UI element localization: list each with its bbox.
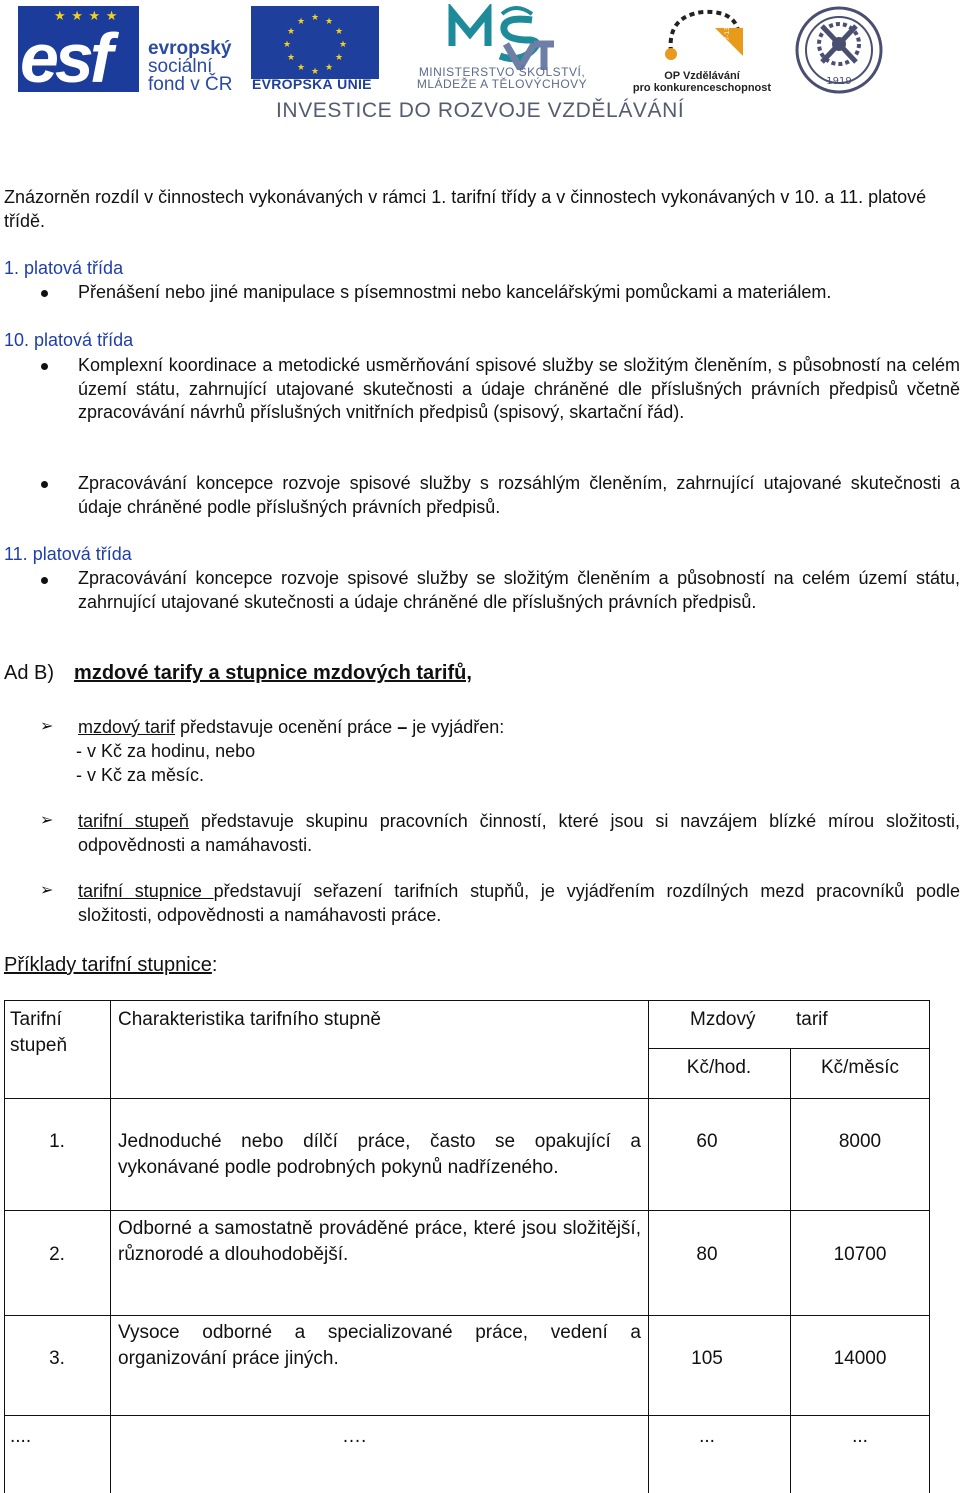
def-tarifni-stupnice (78, 880, 960, 927)
class-10-bullet-2: Zpracovávání koncepce rozvoje spisové služby s rozsáhlým členěním, zahrnující utajované skutečnosti a údaje chráněné podle příslušných právních předpisů. (78, 473, 960, 517)
def-term: mzdový tarif (78, 717, 176, 737)
arrow-bullet-icon: ➢ (40, 882, 54, 899)
bullet-icon (41, 363, 48, 370)
svg-text:★: ★ (286, 27, 296, 37)
esf-caption (148, 40, 232, 94)
header-grade: Tarifní stupeň (10, 1009, 68, 1056)
bullet-icon (41, 290, 48, 297)
row-monthly: 10700 (833, 1244, 887, 1265)
row-hourly: 60 (696, 1131, 718, 1152)
examples-heading-colon: : (211, 954, 218, 976)
row-grade: 2. (49, 1244, 65, 1265)
msmt-caption (392, 66, 612, 90)
row-characteristic: …. (342, 1426, 367, 1447)
row-monthly: ... (852, 1426, 868, 1447)
svg-text:★: ★ (282, 40, 292, 50)
table-border (4, 1415, 930, 1416)
class-1-heading: 1. platová třída (4, 258, 124, 278)
def-line: - v Kč za hodinu, nebo (76, 741, 256, 761)
school-seal (794, 4, 884, 96)
examples-heading-text: Příklady tarifní stupnice (4, 954, 212, 976)
row-hourly: 105 (691, 1348, 723, 1369)
table-border (4, 1000, 930, 1001)
seal-year: 1919 (826, 76, 852, 87)
star-icon: ★ ★ ★ ★ (54, 8, 119, 23)
class-11-bullet: Zpracovávání koncepce rozvoje spisové služby se složitým členěním a působností na celém území státu, zahrnující utajované skutečnosti a údaje chráněné dle příslušných právních předpisů. (78, 568, 960, 612)
class-1-bullet: Přenášení nebo jiné manipulace s písemnostmi nebo kancelářskými pomůckami a materiálem. (78, 282, 832, 302)
eu-stars-icon (251, 6, 379, 79)
svg-text:★: ★ (286, 53, 296, 63)
class-11-heading: 11. platová třída (4, 544, 132, 564)
def-tarifni-stupen (78, 810, 960, 857)
esf-caption-line: fond v ČR (148, 74, 233, 95)
op-logo (657, 2, 751, 72)
op-caption-line: OP Vzdělávání (664, 70, 740, 82)
def-term: tarifní stupnice (78, 881, 214, 901)
header-wage-a: Mzdový (690, 1009, 756, 1030)
msmt-caption-line: MLÁDEŽE A TĚLOVÝCHOVY (416, 77, 588, 91)
header-monthly: Kč/měsíc (820, 1057, 900, 1078)
def-text: je vyjádřen: (407, 717, 505, 737)
table-border (4, 1315, 930, 1316)
def-text: představují seřazení tarifních stupňů, je vyjádřením rozdílných mezd pracovníků podle složitosti, odpovědnosti a namáhavosti práce. (78, 881, 960, 925)
svg-text:★: ★ (338, 40, 348, 50)
def-mzdovy-tarif-lines (76, 740, 255, 787)
svg-text:★: ★ (324, 17, 334, 27)
def-line: - v Kč za měsíc. (76, 764, 205, 785)
def-text: představuje ocenění práce (175, 717, 398, 737)
section-b-prefix: Ad B) (4, 662, 55, 684)
row-characteristic: Odborné a samostatně prováděné práce, které jsou složitější, různorodé a dlouhodobější. (118, 1218, 641, 1265)
section-b-heading (4, 662, 960, 686)
investice-slogan: INVESTICE DO ROZVOJE VZDĚLÁVÁNÍ (276, 99, 685, 122)
row-monthly: 14000 (833, 1348, 887, 1369)
table-border (4, 1210, 930, 1211)
bullet-icon (41, 481, 48, 488)
svg-text:★: ★ (310, 13, 320, 23)
op-years: 2007-13 (724, 26, 731, 52)
svg-text:★: ★ (334, 27, 344, 37)
intro-paragraph: Znázorněn rozdíl v činnostech vykonávaných v rámci 1. tarifní třídy a v činnostech vykonávaných v 10. a 11. platové třídě. (4, 187, 927, 231)
row-characteristic: Jednoduché nebo dílčí práce, často se opakující a vykonávané podle podrobných pokynů nadřízeného. (118, 1131, 641, 1178)
header-wage-b: tarif (796, 1009, 828, 1030)
tariff-table (4, 1000, 930, 1493)
examples-heading (4, 954, 960, 978)
row-hourly: ... (699, 1426, 715, 1447)
esf-caption-line: evropský (148, 38, 232, 59)
arrow-bullet-icon: ➢ (40, 718, 54, 735)
table-border (110, 1000, 111, 1493)
svg-text:★: ★ (296, 63, 306, 73)
msmt-caption-line: MINISTERSTVO ŠKOLSTVÍ, (418, 65, 586, 79)
svg-text:★: ★ (324, 63, 334, 73)
section-b-title: mzdové tarify a stupnice mzdových tarifů, (74, 662, 472, 684)
row-characteristic: Vysoce odborné a specializované práce, vedení a organizování práce jiných. (118, 1322, 641, 1369)
def-text: představuje skupinu pracovních činností, které jsou si navzájem blízké mírou složitosti, odpovědnosti a namáhavosti. (78, 811, 960, 855)
class-10-heading: 10. platová třída (4, 330, 134, 350)
eu-caption: EVROPSKÁ UNIE (252, 76, 372, 92)
row-hourly: 80 (696, 1244, 718, 1265)
def-dash: – (397, 717, 408, 737)
def-mzdovy-tarif (78, 716, 960, 740)
table-border (648, 1048, 930, 1049)
op-caption (622, 70, 782, 94)
row-grade: 1. (49, 1131, 65, 1152)
esf-logo-text: esf (20, 19, 110, 97)
header-characteristic: Charakteristika tarifního stupně (118, 1009, 381, 1030)
row-grade: .... (10, 1426, 32, 1447)
svg-text:★: ★ (334, 53, 344, 63)
logo-bar (0, 0, 960, 130)
svg-text:★: ★ (310, 67, 320, 77)
bullet-icon (41, 577, 48, 584)
header-hourly: Kč/hod. (686, 1057, 752, 1078)
table-border (4, 1098, 930, 1099)
svg-text:★: ★ (296, 17, 306, 27)
class-10-bullet-1: Komplexní koordinace a metodické usměrňování spisové služby se složitým členěním, s působností na celém území státu, zahrnující utajované skutečnosti a údaje chráněné dle příslušných právních předpisů včetně zpracovávání návrhů příslušných vnitřních předpisů (spisový, skartační řád). (78, 355, 960, 422)
row-grade: 3. (49, 1348, 65, 1369)
eu-flag (251, 6, 379, 79)
row-monthly: 8000 (838, 1131, 882, 1152)
esf-caption-line: sociální (148, 56, 213, 77)
op-caption-line: pro konkurenceschopnost (632, 82, 772, 94)
def-term: tarifní stupeň (78, 811, 189, 831)
arrow-bullet-icon: ➢ (40, 812, 54, 829)
msmt-logo (446, 4, 558, 70)
